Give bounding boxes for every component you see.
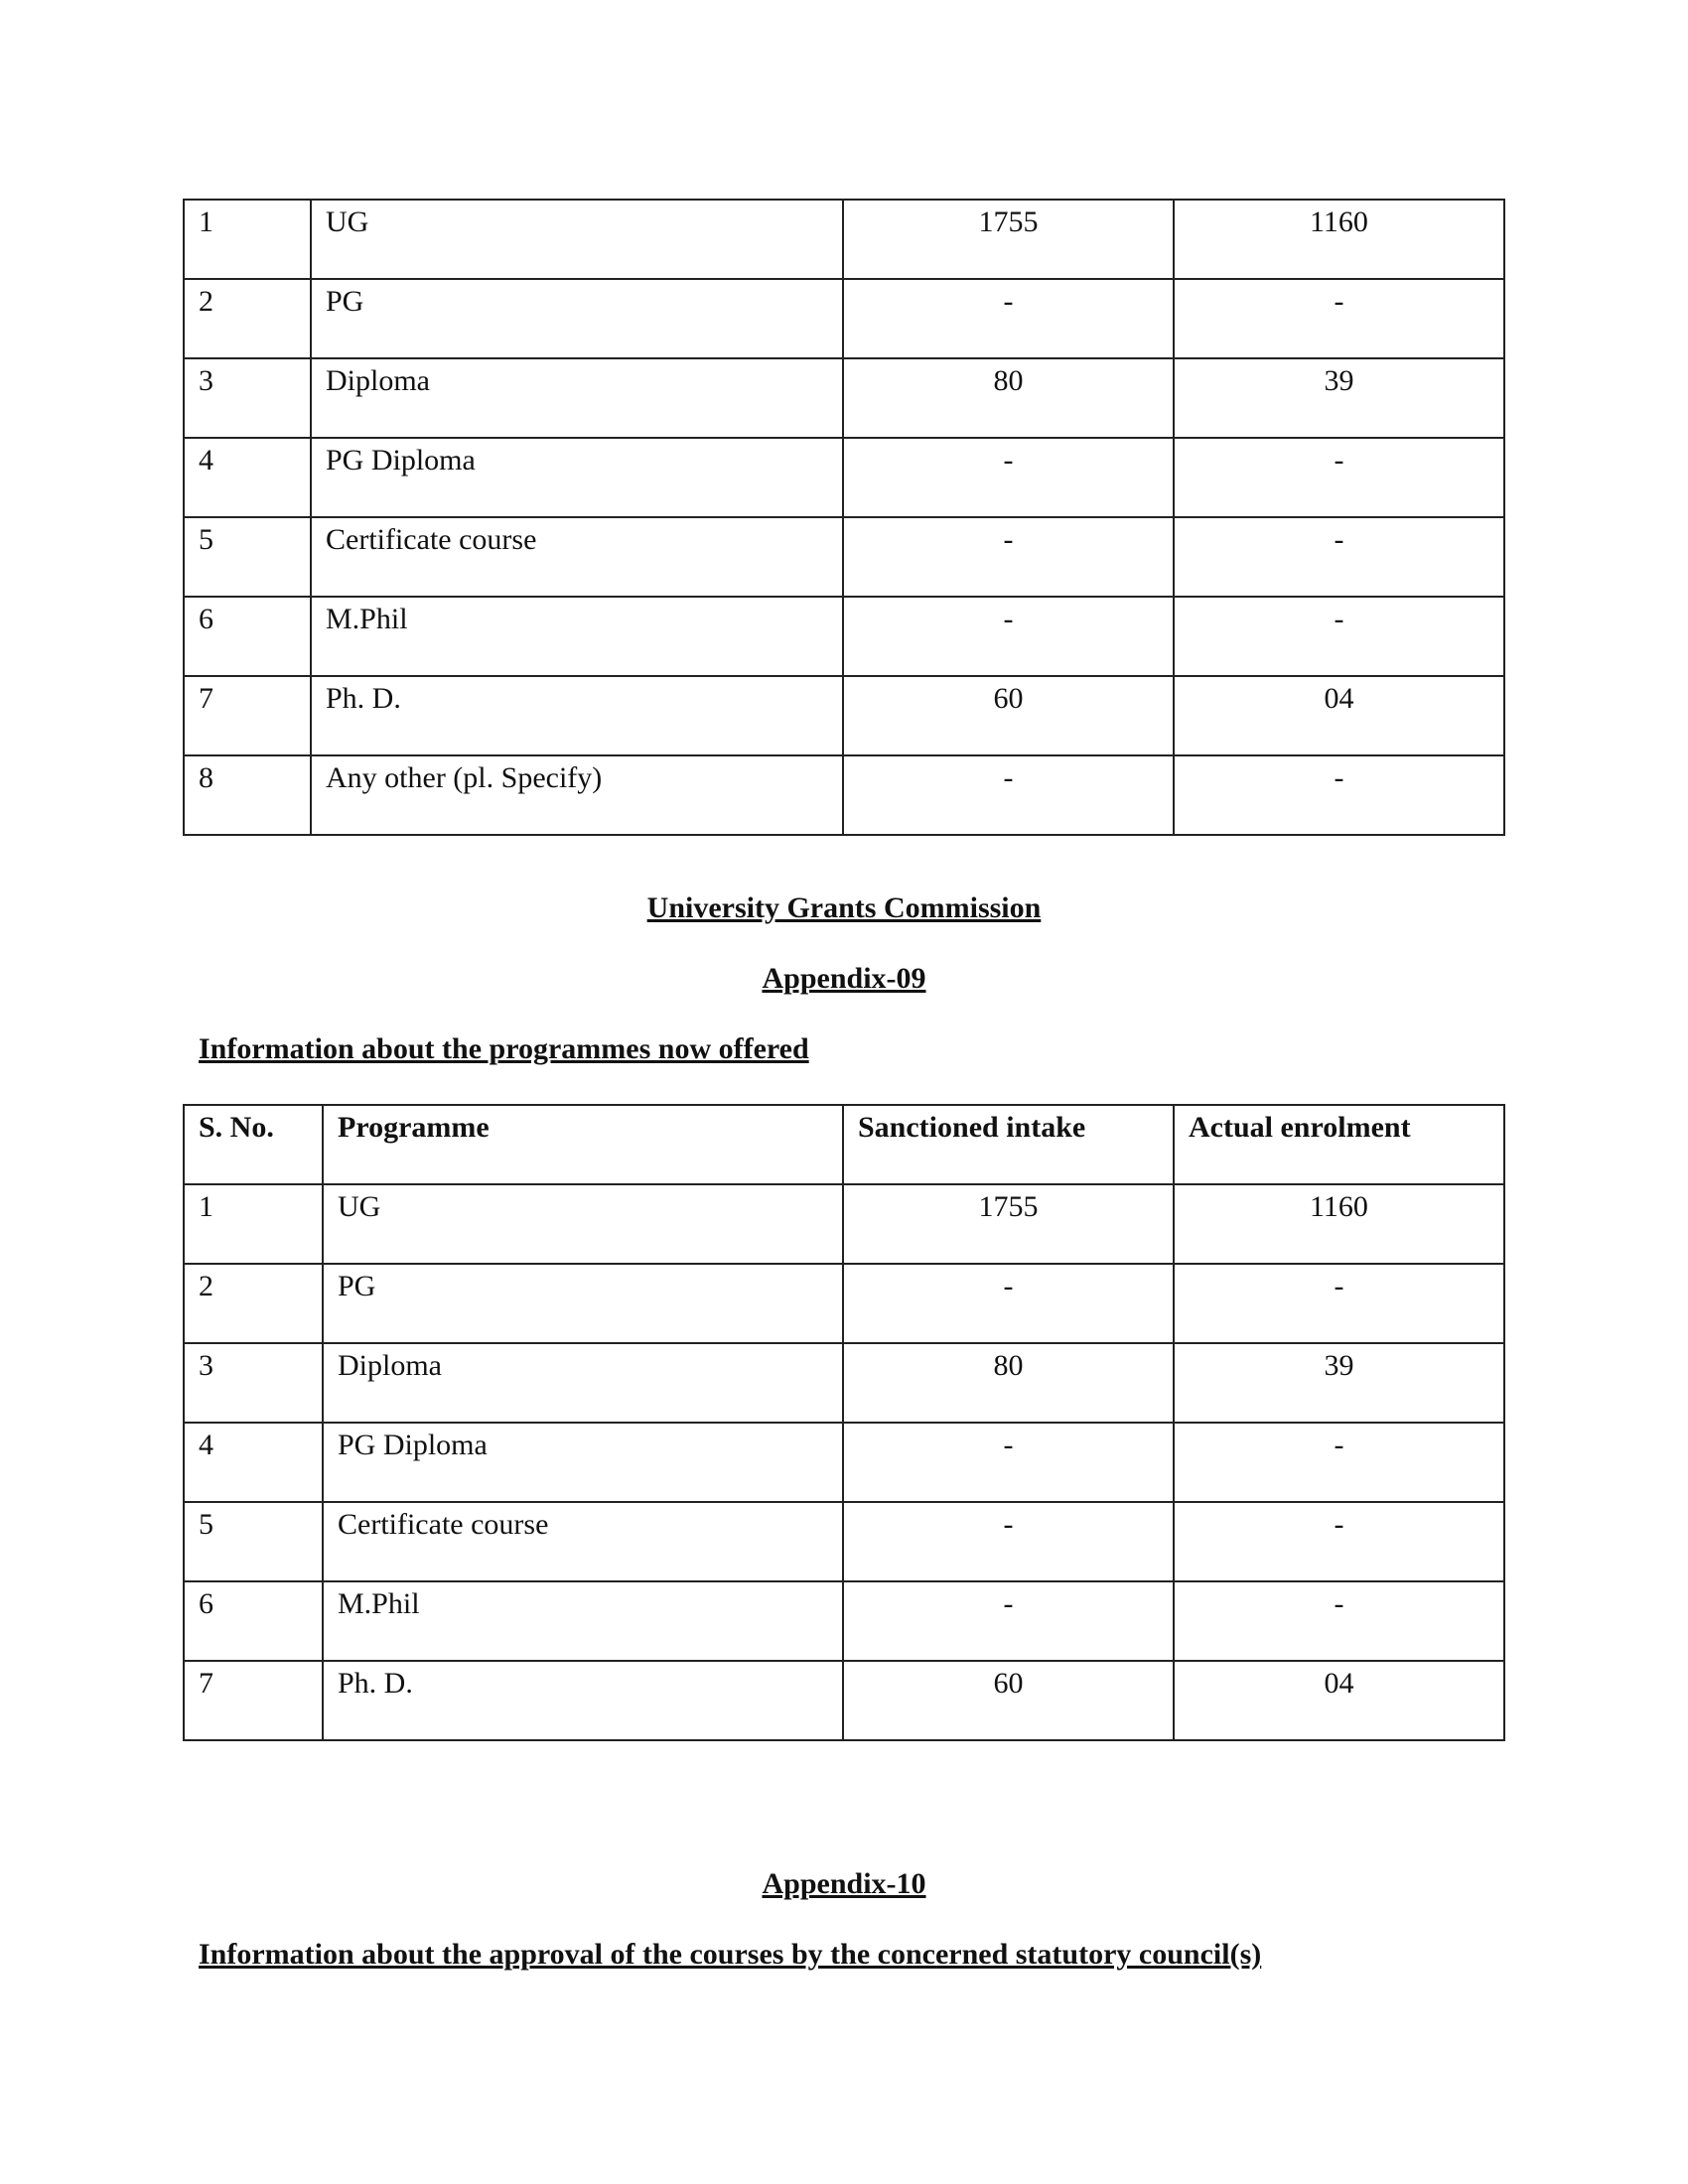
table-row	[184, 358, 1504, 438]
sanctioned-intake-cell: -	[843, 438, 1174, 517]
sanctioned-intake-cell: -	[843, 1423, 1174, 1502]
table-row	[184, 597, 1504, 676]
table-row	[184, 1423, 1504, 1502]
actual-enrolment-cell: 1160	[1174, 1184, 1504, 1264]
sanctioned-intake-cell: 1755	[843, 1184, 1174, 1264]
actual-enrolment-cell: -	[1174, 597, 1504, 676]
serial-number-cell: 4	[184, 438, 311, 517]
serial-number-cell: 2	[184, 1264, 323, 1343]
sanctioned-intake-cell: -	[843, 597, 1174, 676]
table-row	[184, 279, 1504, 358]
programme-cell: Certificate course	[323, 1502, 843, 1581]
programme-cell: PG Diploma	[311, 438, 843, 517]
programme-header: Programme	[323, 1105, 843, 1184]
actual-enrolment-cell: 04	[1174, 1661, 1504, 1740]
programme-cell: Ph. D.	[323, 1661, 843, 1740]
table-header-row	[184, 1105, 1504, 1184]
actual-enrolment-cell: 1160	[1174, 200, 1504, 279]
table-row	[184, 1264, 1504, 1343]
serial-number-cell: 5	[184, 1502, 323, 1581]
actual-enrolment-cell: -	[1174, 517, 1504, 597]
appendix-09-title: Appendix-09	[762, 962, 926, 995]
serial-number-cell: 8	[184, 755, 311, 835]
serial-number-cell: 6	[184, 597, 311, 676]
programme-cell: M.Phil	[323, 1581, 843, 1661]
sanctioned-intake-cell: -	[843, 279, 1174, 358]
sanctioned-intake-cell: -	[843, 1502, 1174, 1581]
actual-enrolment-cell: 39	[1174, 1343, 1504, 1423]
programmes-offered-table	[183, 1104, 1505, 1741]
serial-number-cell: 7	[184, 676, 311, 755]
actual-enrolment-cell: -	[1174, 1581, 1504, 1661]
serial-number-cell: 6	[184, 1581, 323, 1661]
actual-enrolment-header: Actual enrolment	[1174, 1105, 1504, 1184]
table-row	[184, 1184, 1504, 1264]
appendix-10-title: Appendix-10	[762, 1867, 926, 1900]
actual-enrolment-cell: -	[1174, 279, 1504, 358]
programme-cell: UG	[311, 200, 843, 279]
table-row	[184, 1581, 1504, 1661]
actual-enrolment-cell: 39	[1174, 358, 1504, 438]
sanctioned-intake-cell: 80	[843, 1343, 1174, 1423]
programme-cell: Diploma	[323, 1343, 843, 1423]
programmes-table-continued	[183, 199, 1505, 836]
programme-cell: Any other (pl. Specify)	[311, 755, 843, 835]
table-row	[184, 200, 1504, 279]
table-row	[184, 517, 1504, 597]
actual-enrolment-cell: 04	[1174, 676, 1504, 755]
serial-number-cell: 3	[184, 358, 311, 438]
serial-number-cell: 1	[184, 1184, 323, 1264]
sanctioned-intake-cell: 60	[843, 676, 1174, 755]
serial-number-cell: 1	[184, 200, 311, 279]
appendix-09-subtitle: Information about the programmes now offered	[199, 1032, 809, 1065]
org-heading: University Grants Commission	[646, 891, 1042, 924]
programme-cell: PG	[323, 1264, 843, 1343]
actual-enrolment-cell: -	[1174, 755, 1504, 835]
sanctioned-intake-cell: 1755	[843, 200, 1174, 279]
serial-number-cell: 5	[184, 517, 311, 597]
programme-cell: Ph. D.	[311, 676, 843, 755]
serial-number-cell: 7	[184, 1661, 323, 1740]
table-row	[184, 676, 1504, 755]
table-row	[184, 1661, 1504, 1740]
sanctioned-intake-cell: -	[843, 1581, 1174, 1661]
actual-enrolment-cell: -	[1174, 438, 1504, 517]
programme-cell: UG	[323, 1184, 843, 1264]
table-row	[184, 1343, 1504, 1423]
programme-cell: PG Diploma	[323, 1423, 843, 1502]
serial-number-cell: 4	[184, 1423, 323, 1502]
programme-cell: Certificate course	[311, 517, 843, 597]
sanctioned-intake-cell: 80	[843, 358, 1174, 438]
sanctioned-intake-cell: -	[843, 517, 1174, 597]
appendix-10-subtitle: Information about the approval of the courses by the concerned statutory council(s)	[199, 1938, 1262, 1971]
serial-number-header: S. No.	[184, 1105, 323, 1184]
table-row	[184, 1502, 1504, 1581]
programme-cell: Diploma	[311, 358, 843, 438]
programme-cell: M.Phil	[311, 597, 843, 676]
sanctioned-intake-cell: 60	[843, 1661, 1174, 1740]
sanctioned-intake-cell: -	[843, 1264, 1174, 1343]
actual-enrolment-cell: -	[1174, 1502, 1504, 1581]
actual-enrolment-cell: -	[1174, 1264, 1504, 1343]
actual-enrolment-cell: -	[1174, 1423, 1504, 1502]
sanctioned-intake-cell: -	[843, 755, 1174, 835]
table-row	[184, 438, 1504, 517]
sanctioned-intake-header: Sanctioned intake	[843, 1105, 1174, 1184]
programme-cell: PG	[311, 279, 843, 358]
table-row	[184, 755, 1504, 835]
serial-number-cell: 3	[184, 1343, 323, 1423]
serial-number-cell: 2	[184, 279, 311, 358]
